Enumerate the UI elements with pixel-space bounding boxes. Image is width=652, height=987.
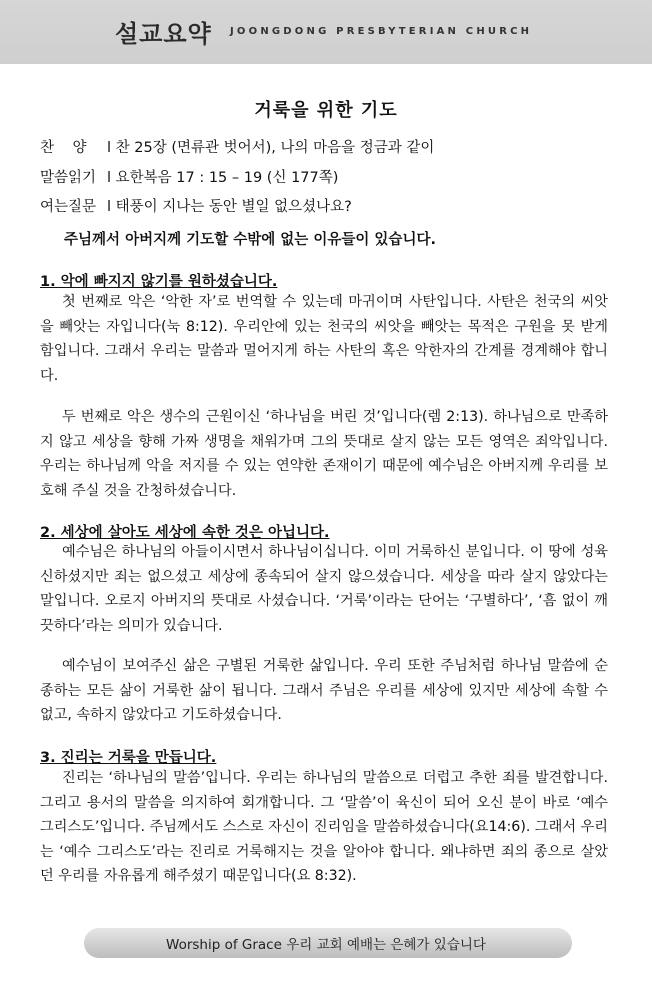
section-1-paragraph-2: 두 번째로 악은 생수의 근원이신 ‘하나님을 버린 것’입니다(렘 2:13). 하나님으로 만족하지 않고 세상을 향해 가짜 생명을 채워가며 그의 뜻대로 살지 않는 모든 영역은 죄악입니다. 우리는 하나님께 악을 저지를 수 있는 연약한 존재이기 때문에 예수님은 아버지께 우리를 보호해 주실 것을 간청하셨습니다. — [40, 409, 608, 499]
section-1-paragraph-1: 첫 번째로 악은 ‘악한 자’로 번역할 수 있는데 마귀이며 사탄입니다. 사탄은 천국의 씨앗을 빼앗는 자입니다(눅 8:12). 우리안에 있는 천국의 씨앗을 빼앗는 목적은 구원을 못 받게 함입니다. 그래서 우리는 말씀과 멀어지게 하는 사탄의 혹은 악한자의 간계를 경계해야 합니다. — [40, 294, 608, 384]
section-heading-1: 1. 악에 빠지지 않기를 원하셨습니다. — [40, 274, 278, 290]
footer-text: Worship of Grace 우리 교회 예배는 은혜가 있습니다 — [166, 937, 486, 953]
info-row-hymn — [40, 136, 434, 157]
header-title: 설교요약 — [115, 20, 212, 48]
section-heading-2: 2. 세상에 살아도 세상에 속한 것은 아닙니다. — [40, 525, 330, 541]
info-value: l 찬 25장 (면류관 벗어서), 나의 마음을 정금과 같이 — [107, 140, 435, 156]
section-3-paragraph-1: 진리는 ‘하나님의 말씀’입니다. 우리는 하나님의 말씀으로 더럽고 추한 죄를 발견합니다. 그리고 용서의 말씀을 의지하여 회개합니다. 그 ‘말씀’이 육신이 되어 오신 분이 바로 ‘예수 그리스도’입니다. 주님께서도 스스로 자신이 진리임을 말씀하셨습니다(요14:6). 그래서 우리는 ‘예수 그리스도’라는 진리로 거룩해지는 것을 알아야 합니다. 왜냐하면 죄의 종으로 살았던 우리를 자유롭게 해주셨기 때문입니다(요 8:32). — [40, 770, 608, 884]
header-subtitle: JOONGDONG PRESBYTERIAN CHURCH — [230, 26, 533, 37]
intro-sentence: 주님께서 아버지께 기도할 수밖에 없는 이유들이 있습니다. — [64, 232, 436, 248]
page-title: 거룩을 위한 기도 — [254, 100, 398, 121]
info-row-reading — [40, 166, 338, 187]
info-label: 말씀읽기 — [40, 170, 97, 186]
info-label: 찬 양 — [40, 140, 87, 156]
info-value: l 요한복음 17 : 15 – 19 (신 177쪽) — [107, 170, 339, 186]
section-heading-3: 3. 진리는 거룩을 만듭니다. — [40, 750, 217, 766]
info-row-question — [40, 195, 352, 216]
info-label: 여는질문 — [40, 199, 97, 215]
section-2-paragraph-1: 예수님은 하나님의 아들이시면서 하나님이십니다. 이미 거룩하신 분입니다. 이 땅에 성육신하셨지만 죄는 없으셨고 세상에 종속되어 살지 않으셨습니다. 세상을 따라 살지 않았다는 말입니다. 오로지 아버지의 뜻대로 사셨습니다. ‘거룩’이라는 단어는 ‘구별하다’, ‘흠 없이 깨끗하다’라는 의미가 있습니다. — [40, 544, 608, 634]
section-2-paragraph-2: 예수님이 보여주신 삶은 구별된 거룩한 삶입니다. 우리 또한 주님처럼 하나님 말씀에 순종하는 모든 삶이 거룩한 삶이 됩니다. 그래서 주님은 우리를 세상에 있지만 세상에 속할 수 없고, 속하지 않았다고 기도하셨습니다. — [40, 658, 608, 723]
info-value: l 태풍이 지나는 동안 별일 없으셨나요? — [107, 199, 352, 215]
